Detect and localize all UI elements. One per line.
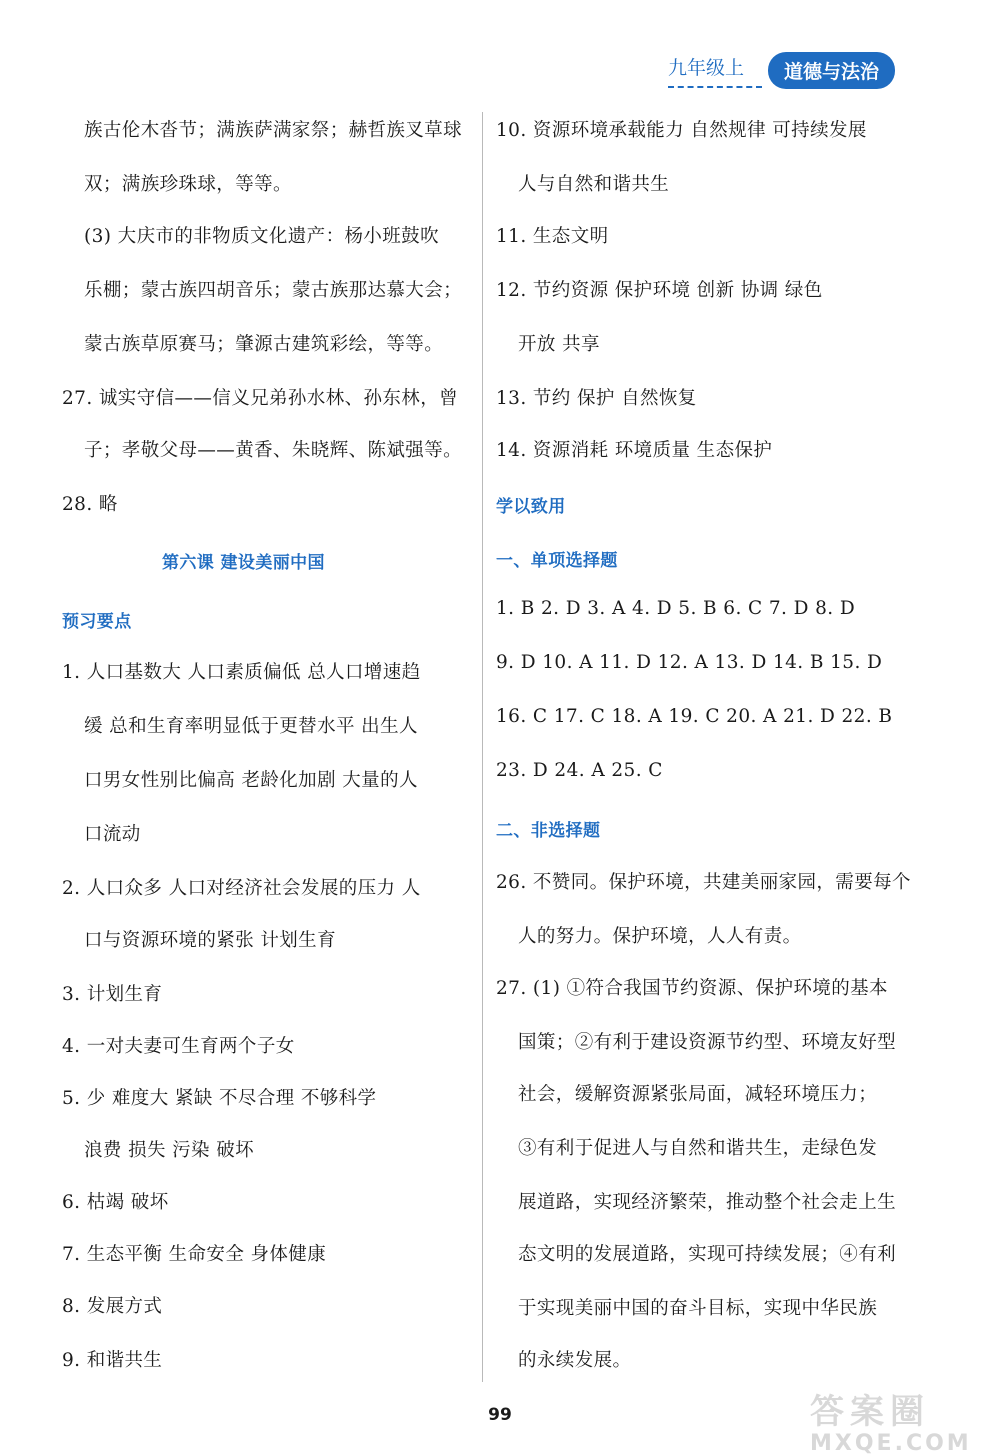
preview-item-7: 7. 生态平衡 生命安全 身体健康	[62, 1244, 327, 1265]
answer-row: 23. D 24. A 25. C	[496, 760, 663, 781]
preview-item-14: 14. 资源消耗 环境质量 生态保护	[496, 440, 773, 461]
watermark-text: 答案圈	[810, 1392, 930, 1432]
text-line: (3) 大庆市的非物质文化遗产：杨小班鼓吹	[84, 226, 439, 247]
preview-item-9: 9. 和谐共生	[62, 1350, 163, 1371]
answer-27: 27. 诚实守信——信义兄弟孙水林、孙东林，曾	[62, 388, 459, 409]
answer-27: 27. (1) ①符合我国节约资源、保护环境的基本	[496, 978, 888, 999]
answer-26: 26. 不赞同。保护环境，共建美丽家园，需要每个	[496, 872, 911, 893]
text-line: ③有利于促进人与自然和谐共生，走绿色发	[518, 1138, 878, 1159]
answer-28: 28. 略	[62, 494, 118, 515]
preview-item-2: 2. 人口众多 人口对经济社会发展的压力 人	[62, 878, 421, 899]
subject-badge: 道德与法治	[768, 52, 895, 89]
text-line: 开放 共享	[518, 334, 600, 355]
preview-item-11: 11. 生态文明	[496, 226, 609, 247]
text-line: 于实现美丽中国的奋斗目标，实现中华民族	[518, 1298, 878, 1319]
page-number: 99	[488, 1405, 512, 1425]
section-heading-preview: 预习要点	[62, 612, 132, 632]
watermark-logo	[810, 1392, 972, 1456]
section-heading-non-choice: 二、非选择题	[496, 821, 601, 841]
preview-item-12: 12. 节约资源 保护环境 创新 协调 绿色	[496, 280, 823, 301]
answer-row: 16. C 17. C 18. A 19. C 20. A 21. D 22. B	[496, 706, 893, 727]
lesson-title: 第六课 建设美丽中国	[162, 553, 325, 573]
text-line: 缓 总和生育率明显低于更替水平 出生人	[84, 716, 418, 737]
watermark-url: MXQE.COM	[810, 1431, 972, 1456]
preview-item-4: 4. 一对夫妻可生育两个子女	[62, 1036, 295, 1057]
column-divider	[482, 112, 483, 1382]
preview-item-10: 10. 资源环境承载能力 自然规律 可持续发展	[496, 120, 867, 141]
text-line: 乐棚；蒙古族四胡音乐；蒙古族那达慕大会；	[84, 280, 463, 301]
section-heading-apply: 学以致用	[496, 497, 566, 517]
preview-item-5: 5. 少 难度大 紧缺 不尽合理 不够科学	[62, 1088, 377, 1109]
grade-label: 九年级上	[668, 53, 762, 88]
text-line: 族古伦木沓节；满族萨满家祭；赫哲族叉草球	[84, 120, 463, 141]
text-line: 社会，缓解资源紧张局面，减轻环境压力；	[518, 1084, 878, 1105]
text-line: 展道路，实现经济繁荣，推动整个社会走上生	[518, 1192, 897, 1213]
text-line: 态文明的发展道路，实现可持续发展；④有利	[518, 1244, 897, 1265]
preview-item-1: 1. 人口基数大 人口素质偏低 总人口增速趋	[62, 662, 421, 683]
preview-item-3: 3. 计划生育	[62, 984, 163, 1005]
text-line: 人与自然和谐共生	[518, 174, 670, 195]
preview-item-8: 8. 发展方式	[62, 1296, 163, 1317]
text-line: 口男女性别比偏高 老龄化加剧 大量的人	[84, 770, 418, 791]
section-heading-single-choice: 一、单项选择题	[496, 551, 618, 571]
preview-item-6: 6. 枯竭 破坏	[62, 1192, 169, 1213]
answer-row: 9. D 10. A 11. D 12. A 13. D 14. B 15. D	[496, 652, 883, 673]
page-header	[668, 52, 895, 89]
text-line: 双；满族珍珠球，等等。	[84, 174, 292, 195]
answer-row: 1. B 2. D 3. A 4. D 5. B 6. C 7. D 8. D	[496, 598, 856, 619]
text-line: 口流动	[84, 824, 141, 845]
text-line: 的永续发展。	[518, 1350, 632, 1371]
text-line: 人的努力。保护环境，人人有责。	[518, 926, 802, 947]
text-line: 子；孝敬父母——黄香、朱晓辉、陈斌强等。	[84, 440, 463, 461]
preview-item-13: 13. 节约 保护 自然恢复	[496, 388, 697, 409]
text-line: 浪费 损失 污染 破坏	[84, 1140, 255, 1161]
text-line: 国策；②有利于建设资源节约型、环境友好型	[518, 1032, 897, 1053]
text-line: 口与资源环境的紧张 计划生育	[84, 930, 336, 951]
text-line: 蒙古族草原赛马；肇源古建筑彩绘，等等。	[84, 334, 444, 355]
